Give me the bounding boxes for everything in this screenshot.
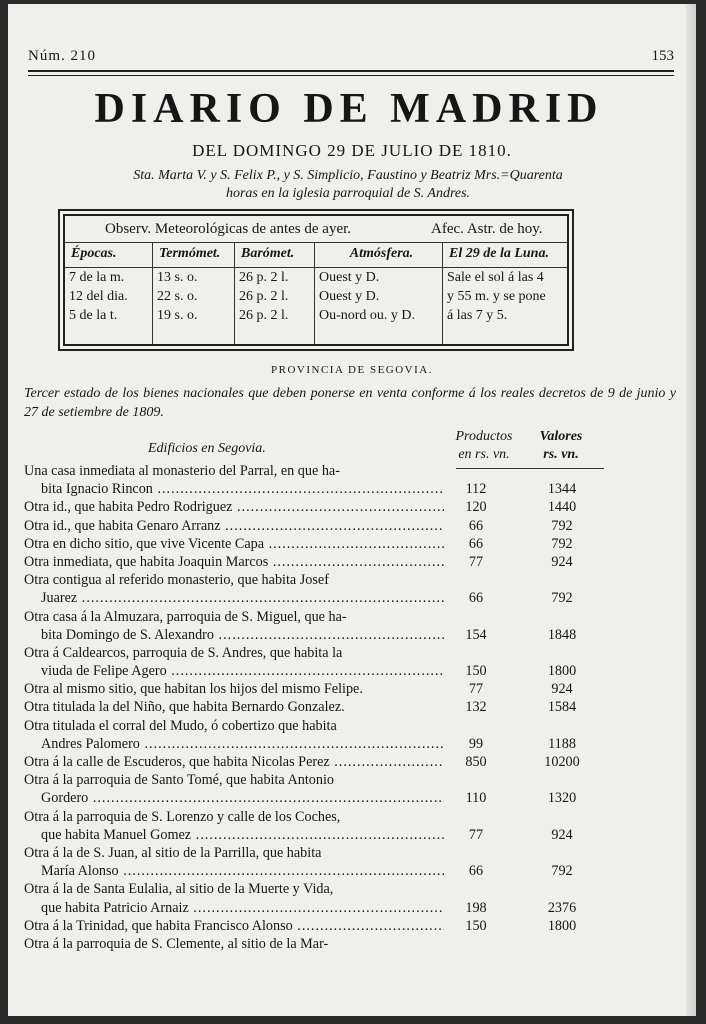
entry-text: bita Ignacio Rincon ..... (24, 480, 444, 498)
entry-valores: 792 (551, 535, 573, 552)
entry-valores: 924 (551, 826, 573, 843)
table-cell: Ouest y D. (319, 289, 380, 304)
table-cell: Ouest y D. (319, 270, 380, 285)
list-item (24, 698, 614, 716)
meteorological-heading: Observ. Meteorológicas de antes de ayer. (105, 221, 352, 237)
list-item (24, 880, 614, 898)
list-item (24, 535, 614, 553)
table-cell: á las 7 y 5. (447, 308, 508, 323)
list-item (24, 571, 614, 589)
page-header (28, 48, 674, 68)
saints-line-1: Sta. Marta V. y S. Felix P., y S. Simplicio, Faustino y Beatriz Mrs.=Quarenta (133, 168, 563, 183)
entry-productos: 66 (468, 590, 484, 607)
entry-text: Otra titulada el corral del Mudo, ó cobertizo que habita (24, 717, 337, 734)
list-item (24, 844, 614, 862)
entry-text: bita Domingo de S. Alexandro ..... (24, 626, 444, 644)
list-item (24, 608, 614, 626)
entry-valores: 924 (551, 553, 573, 570)
entry-text: Otra contigua al referido monasterio, que habita Josef (24, 572, 329, 589)
entry-text: Otra á la parroquia de S. Clemente, al sitio de la Mar- (24, 935, 329, 952)
epochs-column (65, 243, 153, 344)
table-cell: 22 s. o. (157, 289, 198, 304)
column-header: Atmósfera. (315, 243, 442, 268)
entry-text: que habita Patricio Arnaiz ..... (24, 899, 444, 917)
newspaper-page (8, 4, 696, 1016)
astronomical-heading: Afec. Astr. de hoy. (431, 221, 543, 237)
entry-productos: 132 (465, 699, 487, 716)
entry-productos: 77 (468, 681, 484, 698)
entry-text: Otra á la Trinidad, que habita Francisco Alonso ..... (24, 917, 444, 935)
list-item (24, 808, 614, 826)
entry-productos: 77 (468, 826, 484, 843)
list-item (24, 517, 614, 535)
list-item (24, 462, 614, 480)
list-item (24, 771, 614, 789)
entry-text: Otra al mismo sitio, que habitan los hijos del mismo Felipe. (24, 681, 363, 698)
entry-productos: 110 (465, 790, 487, 807)
entry-text: Otra id., que habita Pedro Rodriguez ..... (24, 498, 444, 516)
entry-text: Otra á la calle de Escuderos, que habita Nicolas Perez ..... (24, 753, 444, 771)
entry-valores: 792 (551, 517, 573, 534)
entry-valores: 1800 (547, 663, 577, 680)
table-cell: 12 del dia. (69, 289, 128, 304)
table-cell: 26 p. 2 l. (239, 308, 289, 323)
entry-text: Otra en dicho sitio, que vive Vicente Capa ..... (24, 535, 444, 553)
entry-text: Otra á la de S. Juan, al sitio de la Parrilla, que habita (24, 844, 322, 861)
header-rule-top (28, 70, 674, 72)
header-rule-bottom (28, 75, 674, 76)
table-cell: Ou-nord ou. y D. (319, 308, 416, 323)
issue-date: DEL DOMINGO 29 DE JULIO DE 1810. (192, 141, 512, 160)
entry-valores: 1344 (547, 481, 577, 498)
entry-valores: 792 (551, 863, 573, 880)
table-cell: Sale el sol á las 4 (447, 270, 544, 285)
entry-productos: 77 (468, 553, 484, 570)
list-item (24, 935, 614, 953)
entry-valores: 1440 (547, 499, 577, 516)
issue-number: Núm. 210 (28, 48, 96, 64)
entry-productos: 112 (465, 481, 487, 498)
entry-text: Andres Palomero ..... (24, 735, 444, 753)
entry-text: Una casa inmediata al monasterio del Parral, en que ha- (24, 463, 340, 479)
entry-text: Otra casa á la Almuzara, parroquia de S. Miguel, que ha- (24, 608, 347, 625)
entry-text: Otra á la parroquia de S. Lorenzo y calle de los Coches, (24, 808, 341, 825)
valores-header: Valores rs. vn. (539, 429, 583, 462)
entry-text: Otra titulada la del Niño, que habita Bernardo Gonzalez. (24, 699, 345, 716)
column-header: Épocas. (65, 243, 152, 268)
entry-productos: 150 (465, 917, 487, 934)
list-item (24, 717, 614, 735)
entry-valores: 792 (551, 590, 573, 607)
intro-paragraph: Tercer estado de los bienes nacionales que deben ponerse en venta conforme á los reales decretos de 9 de junio y 27 de setiembre de 1809. (24, 386, 676, 420)
saints-of-day (36, 167, 660, 203)
table-cell: 26 p. 2 l. (239, 289, 289, 304)
entry-valores: 1848 (547, 626, 577, 643)
entry-valores: 10200 (544, 754, 580, 770)
edificios-header: Edificios en Segovia. (148, 441, 266, 456)
entry-text: viuda de Felipe Agero ..... (24, 662, 444, 680)
list-item (24, 662, 614, 680)
entry-productos: 66 (468, 535, 484, 552)
entry-text: Otra á la de Santa Eulalia, al sitio de la Muerte y Vida, (24, 881, 334, 898)
entry-text: María Alonso ..... (24, 862, 444, 880)
list-item (24, 480, 614, 498)
list-item (24, 862, 614, 880)
table-cell: 7 de la m. (69, 270, 125, 285)
list-item (24, 626, 614, 644)
table-cell: 26 p. 2 l. (239, 270, 289, 285)
entry-text: Juarez ..... (24, 589, 444, 607)
entry-productos: 850 (465, 754, 487, 770)
atmosphere-column (315, 243, 443, 344)
entry-text: Otra á la parroquia de Santo Tomé, que habita Antonio (24, 772, 334, 789)
section-heading: PROVINCIA DE SEGOVIA. (271, 364, 433, 376)
list-item (24, 644, 614, 662)
entry-valores: 2376 (547, 899, 577, 916)
table-cell: 13 s. o. (157, 270, 198, 285)
table-cell: 5 de la t. (69, 308, 118, 323)
list-item (24, 917, 614, 935)
list-item (24, 753, 614, 771)
entry-productos: 66 (468, 517, 484, 534)
entry-valores: 1320 (547, 790, 577, 807)
entry-text: Otra á Caldearcos, parroquia de S. Andres, que habita la (24, 644, 343, 661)
thermometer-column (153, 243, 235, 344)
column-header: El 29 de la Luna. (443, 243, 567, 268)
list-item (24, 789, 614, 807)
list-item (24, 553, 614, 571)
entry-text: Otra id., que habita Genaro Arranz ..... (24, 517, 444, 535)
list-item (24, 680, 614, 698)
entry-text: que habita Manuel Gomez ..... (24, 826, 444, 844)
barometer-column (235, 243, 315, 344)
entry-productos: 120 (465, 499, 487, 516)
list-item (24, 899, 614, 917)
entry-valores: 1584 (547, 699, 577, 716)
entry-productos: 66 (468, 863, 484, 880)
entry-productos: 198 (465, 899, 487, 916)
productos-header: Productos en rs. vn. (455, 429, 513, 462)
list-item (24, 589, 614, 607)
entry-text: Gordero ..... (24, 789, 444, 807)
entry-valores: 924 (551, 681, 573, 698)
entry-productos: 99 (468, 735, 484, 752)
list-item (24, 735, 614, 753)
page-number: 153 (651, 48, 674, 64)
entry-productos: 154 (465, 626, 487, 643)
column-header: Termómet. (153, 243, 234, 268)
column-header: Barómet. (235, 243, 314, 268)
entry-valores: 1188 (548, 735, 576, 752)
table-cell: y 55 m. y se pone (447, 289, 546, 304)
weather-table (58, 209, 574, 351)
list-item (24, 826, 614, 844)
saints-line-2: horas en la iglesia parroquial de S. Andres. (225, 186, 471, 201)
entry-productos: 150 (465, 663, 487, 680)
entry-valores: 1800 (547, 917, 577, 934)
list-item (24, 498, 614, 516)
weather-table-heading (65, 216, 567, 243)
moon-column (443, 243, 567, 344)
table-cell: 19 s. o. (157, 308, 198, 323)
property-list (24, 462, 614, 953)
entry-text: Otra inmediata, que habita Joaquin Marcos ..... (24, 553, 444, 571)
masthead-title: DIARIO DE MADRID (94, 86, 604, 132)
